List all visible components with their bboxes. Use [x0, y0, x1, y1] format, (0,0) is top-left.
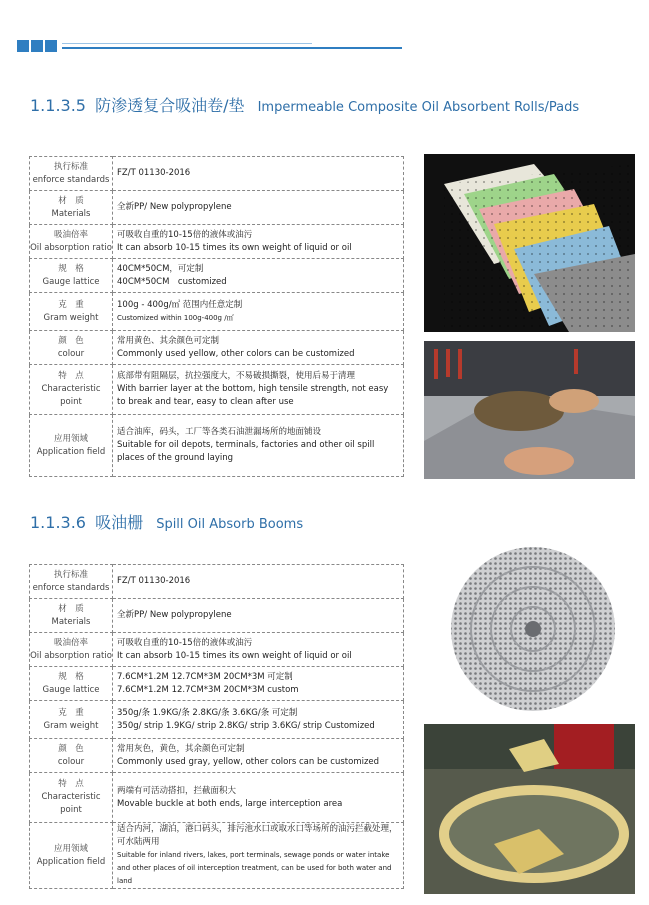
- spec-value-line: Commonly used yellow, other colors can be customized: [117, 348, 355, 359]
- spec-label: [30, 259, 113, 293]
- spec-label: [30, 293, 113, 331]
- section-number: 1.1.3.6: [30, 513, 86, 532]
- spec-label-cn: 吸油倍率: [53, 229, 88, 240]
- spec-label-cn: 特 点: [58, 371, 84, 381]
- spec-label-cn: 颜 色: [58, 335, 84, 346]
- spec-value: [113, 415, 404, 477]
- spec-label: [30, 415, 113, 477]
- spec-label-cn: 规 格: [58, 263, 84, 274]
- spec-label-cn: 克 重: [58, 299, 84, 310]
- spec-label-cn: 吸油倍率: [53, 637, 88, 648]
- spec-label: [30, 633, 113, 667]
- spec-value: [113, 365, 404, 415]
- spec-label: [30, 667, 113, 701]
- spec-label: [30, 365, 113, 415]
- spec-value-line: 适合油库，码头，工厂等各类石油泄漏场所的地面铺设: [117, 427, 322, 437]
- spec-row: [30, 365, 404, 415]
- spec-table-booms: [29, 564, 404, 889]
- spec-label-en: Gram weight: [43, 720, 99, 731]
- spec-label-en: enforce standards: [32, 174, 110, 185]
- header-line: [62, 47, 402, 49]
- section-title-en: Spill Oil Absorb Booms: [156, 517, 304, 532]
- spec-value-line: 7.6CM*1.2M 12.7CM*3M 20CM*3M 可定制: [117, 671, 293, 682]
- spec-label: [30, 225, 113, 259]
- spec-label-en: Application field: [36, 446, 106, 457]
- spec-value: [113, 739, 404, 773]
- spec-value-line: FZ/T 01130-2016: [117, 576, 191, 586]
- spec-value-line: and other places of oil interception treatment, can be used for both water and land: [117, 864, 392, 885]
- spec-value-line: 350g/ strip 1.9KG/ strip 2.8KG/ strip 3.6KG/ strip Customized: [117, 720, 375, 731]
- spec-label-cn: 规 格: [58, 671, 84, 682]
- section1-title: [30, 93, 579, 116]
- spec-label-cn: 应用领域: [53, 843, 88, 854]
- pads-photo: [424, 154, 635, 332]
- spec-value-line: 7.6CM*1.2M 12.7CM*3M 20CM*3M custom: [117, 684, 299, 695]
- spec-value-line: 全新PP/ New polypropylene: [117, 610, 232, 620]
- spec-row: [30, 701, 404, 739]
- spec-label-en: colour: [57, 756, 85, 767]
- spec-value: [113, 331, 404, 365]
- spec-label-en: Oil absorption ratio: [30, 242, 112, 253]
- spec-value-line: Suitable for oil depots, terminals, factories and other oil spill: [117, 440, 375, 450]
- spec-value-line: With barrier layer at the bottom, high tensile strength, not easy: [117, 384, 389, 394]
- spec-label-cn: 材 质: [58, 195, 84, 206]
- spec-value-line: 40CM*50CM customized: [117, 276, 227, 287]
- spec-row: [30, 823, 404, 889]
- spec-value: [113, 773, 404, 823]
- spec-label-en: Oil absorption ratio: [30, 650, 112, 661]
- spec-value-line: 常用灰色，黄色，其余颜色可定制: [117, 743, 245, 754]
- spec-label-en: Characteristic point: [41, 384, 101, 407]
- spec-row: [30, 565, 404, 599]
- spec-value: [113, 565, 404, 599]
- spec-value-line: 40CM*50CM，可定制: [117, 263, 204, 274]
- spec-row: [30, 225, 404, 259]
- spec-row: [30, 667, 404, 701]
- spec-label: [30, 701, 113, 739]
- spec-value-line: 两端有可活动搭扣，拦截面积大: [117, 785, 237, 796]
- spec-label-en: Materials: [51, 616, 91, 627]
- spec-value-line: FZ/T 01130-2016: [117, 168, 191, 178]
- spec-label-cn: 执行标准: [53, 569, 88, 580]
- spec-value-line: It can absorb 10-15 times its own weight of liquid or oil: [117, 242, 352, 253]
- spec-value-line: 适合内河，湖泊，港口码头，排污池水口或取水口等场所的油污拦截处理，可水陆两用: [117, 824, 398, 847]
- spec-label-en: Application field: [36, 856, 106, 867]
- header-thin-line: [62, 43, 312, 44]
- spec-value-line: 可吸收自重的10-15倍的液体或油污: [117, 229, 253, 240]
- section-title-en: Impermeable Composite Oil Absorbent Rolls/Pads: [257, 100, 580, 115]
- spec-value: [113, 823, 404, 889]
- spec-label-en: colour: [57, 348, 85, 359]
- spec-label-en: enforce standards: [32, 582, 110, 593]
- spec-value-line: 可吸收自重的10-15倍的液体或油污: [117, 637, 253, 648]
- spec-value-line: Suitable for inland rivers, lakes, port terminals, sewage ponds or water intake: [117, 851, 390, 859]
- spec-row: [30, 293, 404, 331]
- spec-label: [30, 739, 113, 773]
- spec-value: [113, 225, 404, 259]
- spec-label-cn: 材 质: [58, 603, 84, 614]
- spec-label-en: Gauge lattice: [42, 684, 100, 695]
- spec-value-line: to break and tear, easy to clean after use: [117, 397, 294, 407]
- spec-label: [30, 599, 113, 633]
- spec-value-line: 底部带有阻隔层，抗拉强度大，不易破损撕裂，使用后易于清理: [117, 371, 356, 381]
- section-title-cn: 防渗透复合吸油卷/垫: [95, 96, 245, 115]
- spec-value-line: 100g - 400g/㎡ 范围内任意定制: [117, 299, 243, 310]
- spec-label-cn: 执行标准: [53, 161, 88, 172]
- boom-roll-photo: [438, 541, 631, 714]
- spec-label-cn: 克 重: [58, 707, 84, 718]
- spec-label: [30, 191, 113, 225]
- spec-label: [30, 157, 113, 191]
- spec-value-line: Commonly used gray, yellow, other colors can be customized: [117, 756, 380, 767]
- spec-value: [113, 701, 404, 739]
- header-squares: [17, 37, 61, 49]
- spec-row: [30, 415, 404, 477]
- spec-label: [30, 331, 113, 365]
- spec-value-line: 常用黄色、其余颜色可定制: [117, 335, 220, 346]
- spec-value: [113, 633, 404, 667]
- spec-value-line: places of the ground laying: [117, 453, 234, 463]
- workshop-photo: [424, 341, 635, 479]
- section2-title: [30, 510, 303, 533]
- spec-label-en: Gram weight: [43, 312, 99, 323]
- section-title-cn: 吸油栅: [95, 513, 144, 532]
- spec-label-cn: 颜 色: [58, 743, 84, 754]
- spec-value-line: Movable buckle at both ends, large interception area: [117, 798, 343, 809]
- spec-row: [30, 773, 404, 823]
- spec-row: [30, 157, 404, 191]
- spec-value-line: It can absorb 10-15 times its own weight of liquid or oil: [117, 650, 352, 661]
- spec-value: [113, 599, 404, 633]
- spec-value: [113, 259, 404, 293]
- spec-value-line: Customized within 100g-400g /㎡: [117, 313, 234, 322]
- spec-label-en: Gauge lattice: [42, 276, 100, 287]
- spec-label: [30, 773, 113, 823]
- spec-value: [113, 293, 404, 331]
- spec-value: [113, 157, 404, 191]
- spec-value-line: 全新PP/ New polypropylene: [117, 202, 232, 212]
- section-number: 1.1.3.5: [30, 96, 86, 115]
- spec-row: [30, 739, 404, 773]
- spec-row: [30, 633, 404, 667]
- spec-label: [30, 565, 113, 599]
- spec-row: [30, 599, 404, 633]
- spec-label-en: Characteristic point: [41, 792, 101, 815]
- spec-label-cn: 应用领域: [53, 433, 88, 444]
- spec-row: [30, 259, 404, 293]
- spec-value-line: 350g/条 1.9KG/条 2.8KG/条 3.6KG/条 可定制: [117, 707, 298, 718]
- spec-table-rolls: [29, 156, 404, 477]
- spec-row: [30, 191, 404, 225]
- spec-row: [30, 331, 404, 365]
- spec-label: [30, 823, 113, 889]
- spec-value: [113, 667, 404, 701]
- spec-label-en: Materials: [51, 208, 91, 219]
- spec-label-cn: 特 点: [58, 779, 84, 789]
- spec-value: [113, 191, 404, 225]
- boom-usage-photo: [424, 724, 635, 894]
